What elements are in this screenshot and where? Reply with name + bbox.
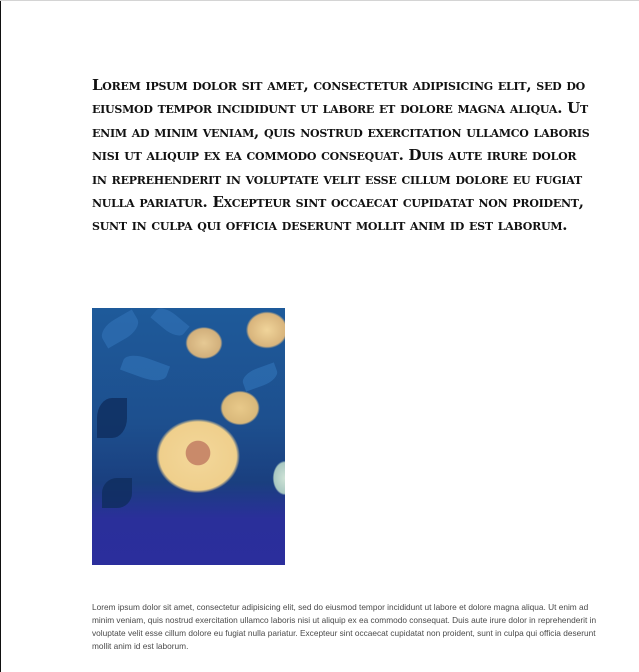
leaf-shape: [102, 478, 132, 508]
leaf-shape: [120, 351, 170, 386]
leaf-shape: [240, 362, 280, 391]
left-border: [0, 1, 1, 672]
leaf-shape: [150, 308, 189, 340]
small-caps-paragraph: Lorem ipsum dolor sit amet, consectetur adipisicing elit, sed do eiusmod tempor incididunt ut labore et dolore magna aliqua. Ut enim ad minim veniam, quis nostrud exercitation ullamco laboris nisi ut aliquip ex ea commodo consequat. Duis aute irure dolor in reprehenderit in voluptate velit esse cillum dolore eu fugiat nulla pariatur. Excepteur sint occaecat cupidatat non proident, sunt in culpa qui officia deserunt mollit anim id est laborum.: [92, 76, 590, 235]
leaf-shape: [97, 398, 127, 438]
top-border: [0, 0, 639, 1]
leaf-shape: [97, 309, 143, 348]
caption-paragraph: Lorem ipsum dolor sit amet, consectetur adipisicing elit, sed do eiusmod tempor incididunt ut labore et dolore magna aliqua. Ut enim ad minim veniam, quis nostrud exercitation ullamco laboris nisi ut aliquip ex ea commodo consequat. Duis aute irure dolor in reprehenderit in voluptate velit esse cillum dolore eu fugiat nulla pariatur. Excepteur sint occaecat cupidatat non proident, sunt in culpa qui officia deserunt mollit anim id est laborum.: [92, 602, 597, 651]
flower-image: [92, 308, 285, 565]
